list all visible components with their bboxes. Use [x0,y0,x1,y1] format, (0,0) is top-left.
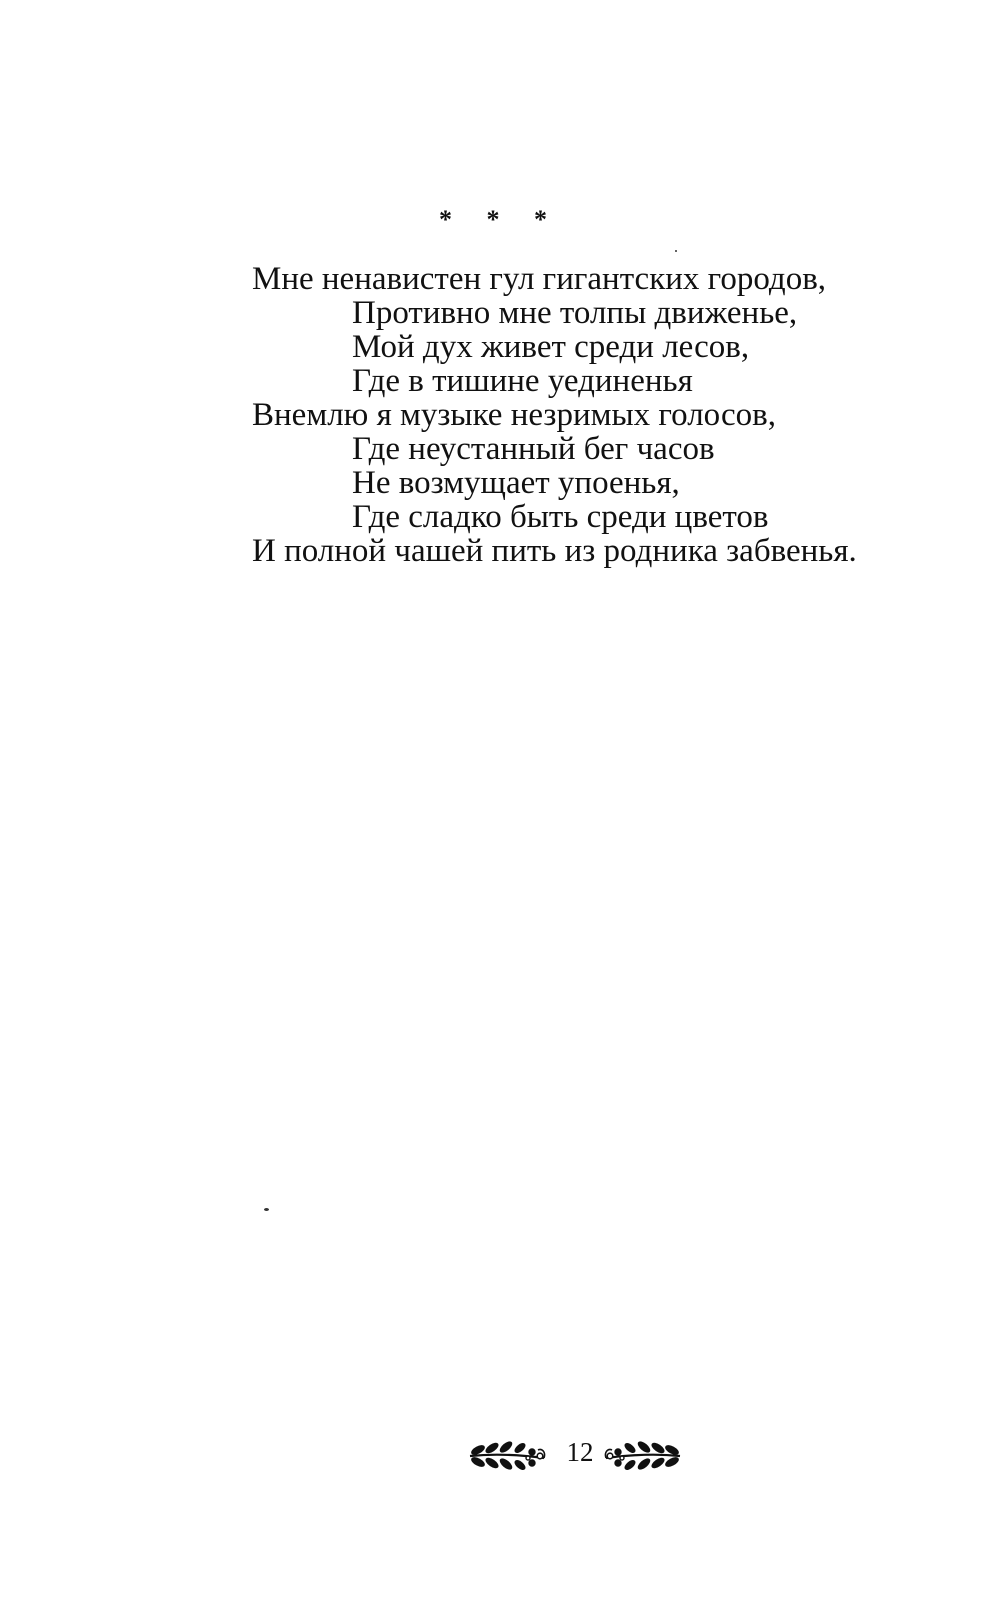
section-separator: * * * [439,205,561,234]
print-speck [264,1208,269,1211]
poem-line: И полной чашей пить из родника забвенья. [252,533,857,569]
poem [252,262,972,568]
poem-line: Где в тишине уединенья [352,363,693,399]
poem-line: Противно мне толпы движенье, [352,295,798,331]
poem-line: Где сладко быть среди цветов [352,499,769,535]
page-number: 12 [566,1437,594,1467]
poem-line: Внемлю я музыке незримых голосов, [252,397,776,433]
laurel-branch-right-icon [602,1434,684,1474]
poem-line: Не возмущает упоенья, [352,465,680,501]
poem-line: Где неустанный бег часов [352,431,715,467]
poem-line: Мне ненавистен гул гигантских городов, [252,261,827,297]
print-speck [675,250,677,252]
laurel-branch-left-icon [466,1434,548,1474]
poem-line: Мой дух живет среди лесов, [352,329,750,365]
page-footer [0,1430,1000,1478]
